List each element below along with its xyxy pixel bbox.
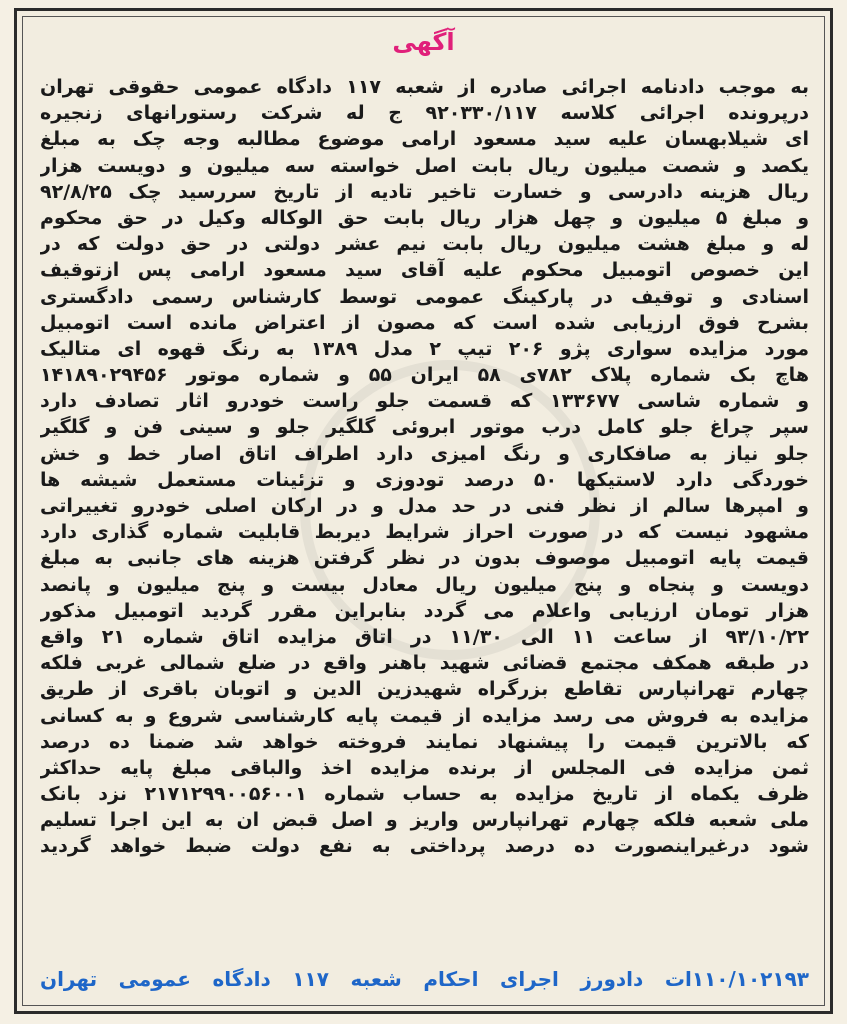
notice-line: ثمن مزایده فی المجلس از برنده مزایده اخذ والباقی مبلغ پایه حداکثر: [40, 756, 809, 779]
notice-line: ملی شعبه فلکه چهارم تهرانپارس واریز و اصل قبض ان به این اجرا تسلیم: [40, 809, 809, 832]
notice-line: قیمت پایه اتومبیل موصوف بدون در نظر گرفتن هزینه های جانبی به مبلغ: [40, 547, 809, 570]
notice-title: آگهی: [392, 28, 455, 56]
notice-line: هزار تومان ارزیابی واعلام می گردد بنابراین مقرر گردید اتومبیل مذکور: [40, 599, 809, 622]
notice-line: له و مبلغ هشت میلیون ریال بابت نیم عشر دولتی در حق دولت که در: [40, 233, 809, 256]
notice-line: که بالاترین قیمت را پیشنهاد نمایند فروخته خواهد شد ضمنا ده درصد: [40, 730, 809, 753]
notice-body: [40, 74, 809, 860]
notice-line: این خصوص اتومبیل محکوم علیه آقای سید مسعود ارامی پس ازتوقیف: [40, 259, 809, 282]
notice-line: شود درغیراینصورت ده درصد پرداختی به نفع دولت ضبط خواهد گردید: [40, 835, 809, 858]
notice-footer: ۱۱۰/۱۰۲۱۹۳ات دادورز اجرای احکام شعبه ۱۱۷ دادگاه عمومی تهران: [40, 967, 809, 991]
notice-line: درپرونده اجرائی کلاسه ۹۲۰۳۳۰/۱۱۷ ج له شرکت رستورانهای زنجیره: [40, 102, 809, 125]
notice-line: مشهود نیست که در صورت احراز شرایط دیربط قابلیت شماره گذاری دارد: [40, 521, 809, 544]
notice-line: مزایده به فروش می رسد مزایده از قیمت پایه کارشناسی شروع و به کسانی: [40, 704, 809, 727]
notice-line: چهارم تهرانپارس تقاطع بزرگراه شهیدزین الدین و اتوبان باقری از طریق: [40, 678, 809, 701]
notice-line: و شماره شاسی ۱۳۳۶۷۷ که قسمت جلو راست خودرو اثار تصادف دارد: [40, 390, 809, 413]
notice-line: جلو نیاز به صافکاری و رنگ امیزی دارد اطراف اتاق اصار خط و خش: [40, 442, 809, 465]
notice-line: دویست و پنجاه و پنج میلیون ریال معادل بیست و پنج میلیون و پانصد: [40, 573, 809, 596]
notice-line: اسنادی و توقیف در پارکینگ عمومی توسط کارشناس رسمی دادگستری: [40, 285, 809, 308]
notice-line: سپر چراغ جلو کامل درب موتور ابروئی گلگیر جلو و سینی فن و گلگیر: [40, 416, 809, 439]
notice-line: در طبقه همکف مجتمع قضائی شهید باهنر واقع در ضلع شمالی غربی فلکه: [40, 652, 809, 675]
notice-line: هاچ بک شماره پلاک ۷۸۲ی ۵۸ ایران ۵۵ و شماره موتور ۱۴۱۸۹۰۲۹۴۵۶: [40, 364, 809, 387]
notice-line: ای شیلابهسان علیه سید مسعود ارامی موضوع مطالبه وجه چک به مبلغ: [40, 128, 809, 151]
notice-line: بشرح فوق ارزیابی شده است که مصون از اعتراض مانده است اتومبیل: [40, 311, 809, 334]
notice-line: به موجب دادنامه اجرائی صادره از شعبه ۱۱۷ دادگاه عمومی حقوقی تهران: [40, 76, 809, 98]
notice-line: و مبلغ ۵ میلیون و چهل هزار ریال بابت حق الوکاله وکیل در حق محکوم: [40, 206, 809, 229]
notice-line: یکصد و شصت میلیون ریال بابت اصل خواسته سه میلیون و دویست هزار: [40, 154, 809, 177]
notice-line: مورد مزایده سواری پژو ۲۰۶ تیپ ۲ مدل ۱۳۸۹ به رنگ قهوه ای متالیک: [40, 337, 809, 360]
notice-line: ریال هزینه دادرسی و خسارت تاخیر تادیه از تاریخ سررسید چک ۹۲/۸/۲۵: [40, 180, 809, 203]
notice-line: و امپرها سالم از نظر فنی در حد مدل و در ارکان اصلی خودرو تغییراتی: [40, 495, 809, 517]
notice-line: خوردگی دارد لاستیکها ۵۰ درصد تودوزی و تزئینات مستعمل شیشه ها: [40, 468, 809, 491]
notice-line: ۹۳/۱۰/۲۲ از ساعت ۱۱ الی ۱۱/۳۰ در اتاق مزایده اتاق شماره ۲۱ واقع: [40, 625, 809, 648]
notice-line: ظرف یکماه از تاریخ مزایده به حساب شماره ۲۱۷۱۲۹۹۰۰۵۶۰۰۱ نزد بانک: [40, 783, 809, 806]
